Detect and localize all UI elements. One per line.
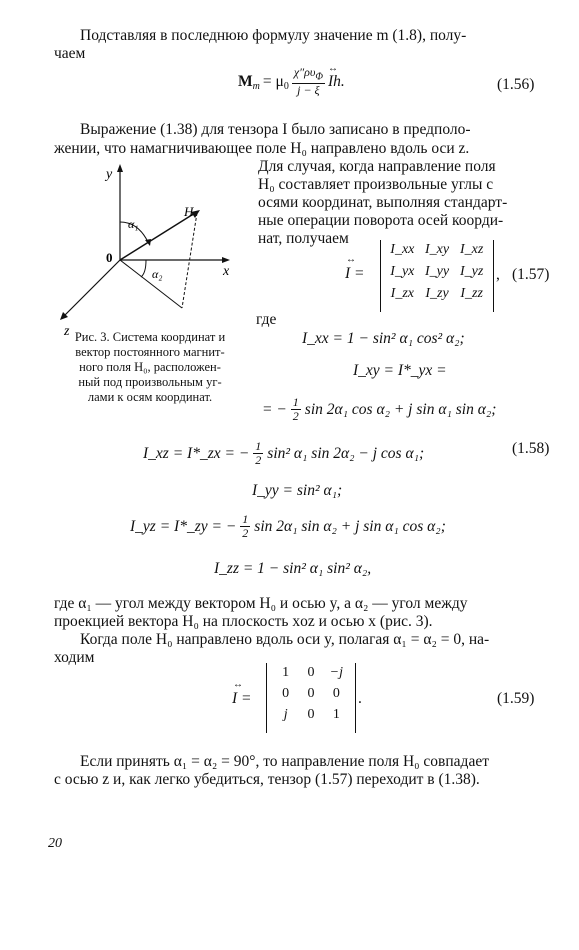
z-axis-line: [64, 260, 120, 316]
para2-line7: нат, получаем: [258, 230, 349, 247]
iyz-frac-den: 2: [242, 526, 249, 540]
y-axis-arrow-icon: [117, 164, 123, 172]
iyz-fraction: [240, 513, 250, 540]
m157-cell-1-0: I_yx: [390, 264, 415, 279]
para2-line6: ные операции поворота осей коорди-: [258, 212, 504, 229]
equation-1-56: [238, 62, 345, 98]
angle2-arc: [141, 260, 146, 277]
ixy2-frac-num: 1: [292, 395, 299, 409]
para2-line5: осями координат, выполняя стандарт-: [258, 194, 508, 211]
eq157-comma: ,: [496, 266, 500, 283]
caption-line-1: Рис. 3. Система координат и: [74, 330, 226, 344]
eq159-matrix: [266, 663, 356, 733]
m159-cell-2-2: 1: [332, 707, 340, 722]
m157-cell-0-0: I_xx: [390, 242, 415, 257]
para1-line1: Подставляя в последнюю формулу значение m (1.8), полу-: [80, 27, 467, 44]
caption-line-3: ного поля H₀, расположен-: [79, 360, 221, 374]
eq158-number: (1.58): [512, 440, 550, 457]
angle2-label: α₂: [152, 267, 163, 281]
m159-cell-1-0: 0: [282, 686, 290, 701]
ixz-fraction: [253, 440, 263, 467]
para1-line2: чаем: [54, 45, 86, 62]
para4-line2: с осью z и, как легко убедиться, тензор (1.57) переходит в (1.38).: [54, 771, 480, 788]
ixy2-fraction: [291, 396, 301, 423]
page-number: 20: [48, 836, 62, 851]
para4-line1: Если принять α₁ = α₂ = 90°, то направление поля H₀ совпадает: [80, 753, 489, 770]
eq156-lhs: M: [238, 72, 253, 90]
caption-line-4: ный под произвольным уг-: [78, 375, 222, 389]
component-ixz: [143, 440, 424, 467]
iyz-post: sin 2α₁ sin α₂ + j sin α₁ cos α₂;: [254, 517, 446, 535]
para2-line1: Выражение (1.38) для тензора I было записано в предполо-: [80, 121, 471, 138]
angle1-label: α₁: [128, 217, 139, 231]
eq157-number: (1.57): [512, 266, 550, 283]
eq157-matrix: [380, 240, 494, 312]
component-ixy: I_xy = I*_yx =: [353, 362, 447, 379]
eq156-number: (1.56): [497, 76, 535, 93]
component-ixx: I_xx = 1 − sin² α₁ cos² α₂;: [302, 330, 465, 347]
projection-line: [120, 260, 182, 308]
caption-line-2: вектор постоянного магнит-: [75, 345, 225, 359]
eq156-mu: = μ: [262, 72, 284, 90]
m159-cell-0-2: −j: [329, 665, 343, 680]
para3-line2: проекцией вектора H₀ на плоскость xoz и осью x (рис. 3).: [54, 613, 433, 630]
m157-cell-1-2: I_yz: [460, 264, 484, 279]
para3-line4: ходим: [54, 649, 95, 666]
gde-label-1: где: [256, 311, 277, 328]
axis-z-label: z: [64, 324, 70, 339]
eq157-lhs: ↔ I =: [345, 254, 365, 282]
eq156-den: j − ξ: [297, 83, 320, 98]
component-iyy: I_yy = sin² α₁;: [252, 482, 343, 499]
component-izz: I_zz = 1 − sin² α₁ sin² α₂,: [214, 560, 372, 577]
ixz-pre: I_xz = I*_zx = −: [143, 444, 250, 462]
x-axis-arrow-icon: [222, 257, 230, 263]
eq156-num-sub: Φ: [315, 71, 323, 83]
m157-cell-0-2: I_xz: [460, 242, 484, 257]
ixy2-post: sin 2α₁ cos α₂ + j sin α₁ sin α₂;: [304, 400, 497, 418]
para3-line3: Когда поле H₀ направлено вдоль оси y, полагая α₁ = α₂ = 0, на-: [80, 631, 490, 648]
m159-cell-2-0: j: [283, 707, 288, 722]
m157-cell-2-0: I_zx: [390, 286, 414, 301]
eq159-number: (1.59): [497, 690, 535, 707]
para2-line4: H₀ составляет произвольные углы с: [258, 176, 494, 193]
ixz-frac-den: 2: [255, 453, 262, 467]
m159-cell-2-1: 0: [307, 707, 315, 722]
para3-line1: где α₁ — угол между вектором H₀ и осью y, а α₂ — угол между: [54, 595, 468, 612]
axis-y-label: y: [106, 167, 113, 182]
m157-cell-2-2: I_zz: [460, 286, 483, 301]
para2-line3: Для случая, когда направление поля: [258, 158, 496, 175]
ixz-frac-num: 1: [255, 439, 262, 453]
m157-cell-0-1: I_xy: [424, 242, 450, 257]
component-iyz: [130, 513, 446, 540]
iyz-frac-num: 1: [242, 512, 249, 526]
eq156-mu-sub: 0: [283, 81, 289, 93]
axis-x-label: x: [223, 264, 230, 279]
eq156-lhs-sub: m: [252, 81, 260, 93]
eq159-tail: .: [358, 690, 362, 707]
eq156-tail: ↔ Ih.: [327, 62, 345, 90]
para2-line2: жении, что намагничивающее поле H₀ направлено вдоль оси z.: [54, 140, 470, 157]
m159-cell-1-1: 0: [307, 686, 315, 701]
m159-cell-1-2: 0: [332, 686, 340, 701]
eq159-lhs: ↔ I =: [232, 679, 252, 707]
eq156-fraction: [292, 66, 325, 97]
caption-line-5: лами к осям координат.: [87, 390, 213, 404]
coordinate-figure: [50, 160, 250, 340]
angle1-arrow-icon: [145, 239, 151, 246]
eq156-num: χ″ρυ: [293, 65, 316, 79]
ixy2-pre: = −: [262, 400, 287, 418]
vector-h-label: H: [184, 204, 194, 219]
iyz-pre: I_yz = I*_zy = −: [130, 517, 237, 535]
m157-cell-2-1: I_zy: [425, 286, 449, 301]
m159-cell-0-1: 0: [307, 665, 315, 680]
ixy2-frac-den: 2: [292, 409, 299, 423]
figure-caption: [50, 330, 250, 405]
component-ixy-line2: [262, 396, 496, 423]
m157-cell-1-1: I_yy: [424, 264, 450, 279]
ixz-post: sin² α₁ sin 2α₂ − j cos α₁;: [267, 444, 425, 462]
m159-cell-0-0: 1: [282, 665, 290, 680]
origin-label: 0: [106, 250, 113, 265]
